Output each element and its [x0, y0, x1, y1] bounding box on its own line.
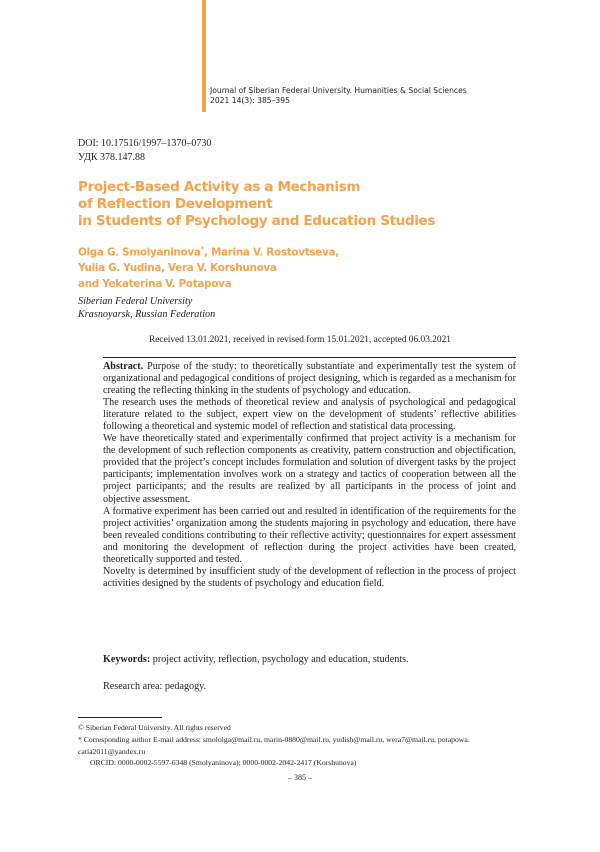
abstract — [103, 361, 516, 590]
footnotes — [78, 722, 540, 769]
author-line: and Yekaterina V. Potapova — [78, 278, 232, 291]
author-line: Olga G. Smolyaninova*, Marina V. Rostovtseva, — [78, 245, 339, 259]
abstract-paragraph: The research uses the methods of theoretical review and analysis of psychological and pedagogical literature related to the subject, expert view on the development of students’ reflective abilities following a theoretical and systemic model of reflection and statistical data processing. — [103, 397, 516, 433]
orcid-note: ORCID: 0000-0002-5597-6348 (Smolyaninova); 0000-0002-2042-2417 (Korshunova) — [90, 758, 357, 768]
keywords-label: Keywords: — [103, 654, 151, 665]
abstract-label: Abstract. — [103, 361, 144, 372]
header-accent-bar — [202, 0, 206, 112]
affiliation-city: Krasnoyarsk, Russian Federation — [78, 309, 216, 320]
title-line: of Reflection Development — [78, 196, 273, 212]
affiliation-university: Siberian Federal University — [78, 296, 193, 307]
research-area: Research area: pedagogy. — [103, 681, 207, 692]
journal-issue: 2021 14(3): 385–395 — [210, 96, 290, 105]
received-dates: Received 13.01.2021, received in revised form 15.01.2021, accepted 06.03.2021 — [149, 335, 451, 345]
journal-name: Journal of Siberian Federal University. Humanities & Social Sciences — [210, 86, 467, 95]
page-number: – 385 – — [288, 773, 312, 782]
corresponding-mark: * — [200, 245, 205, 253]
abstract-paragraph: A formative experiment has been carried out and resulted in identification of the requirements for the project activities’ organization among the students majoring in psychology and education, there have been revealed conditions contributing to their reflective activity; questionnaires for expert assessment and monitoring the development of reflection during the project activities have been created, theoretically supported and tested. — [103, 505, 516, 565]
keywords — [103, 654, 409, 665]
identifiers — [78, 137, 211, 165]
copyright-note: © Siberian Federal University. All rights reserved — [78, 723, 231, 732]
keywords-text: project activity, reflection, psychology and education, students. — [150, 654, 409, 665]
udk: УДК 378.147.88 — [78, 152, 146, 163]
abstract-paragraph: Abstract. Purpose of the study: to theoretically substantiate and experimentally test the system of organizational and pedagogical conditions of project designing, which is regarded as a mechanism for creating the reflecting thinking in the students of psychology and education. — [103, 361, 516, 397]
title-line: Project-Based Activity as a Mechanism — [78, 179, 361, 195]
abstract-paragraph: We have theoretically stated and experimentally confirmed that project activity is a mechanism for the development of such reflection components as creativity, pattern construction and objectification, provided that the project’s concept includes formulation and solution of divergent tasks by the project participants; implementation involves work on a strategy and tactics of cooperation between all the project participants; and the results are realized by all participants in the process of joint and objective assessment. — [103, 433, 516, 505]
corresponding-author: Olga G. Smolyaninova — [78, 246, 201, 259]
abstract-divider — [103, 357, 516, 358]
journal-header — [210, 86, 467, 106]
author-list — [78, 241, 339, 292]
author-line: Yulia G. Yudina, Vera V. Korshunova — [78, 262, 277, 275]
corresponding-email-cont: catia2011@yandex.ru — [78, 746, 146, 756]
corresponding-email: * Corresponding author E-mail address: smololga@mail.ru, marin-0880@mail.ru, yudish@mail.ru, wera7@mail.ru, potapowa. — [78, 734, 470, 744]
article-title — [78, 179, 435, 230]
doi: DOI: 10.17516/1997–1370–0730 — [78, 138, 212, 149]
abstract-paragraph: Novelty is determined by insufficient study of the development of reflection in the process of project activities designed by the students of psychology and education field. — [103, 565, 516, 589]
affiliation — [78, 295, 215, 321]
title-line: in Students of Psychology and Education Studies — [78, 213, 436, 229]
footnote-divider — [78, 717, 162, 718]
